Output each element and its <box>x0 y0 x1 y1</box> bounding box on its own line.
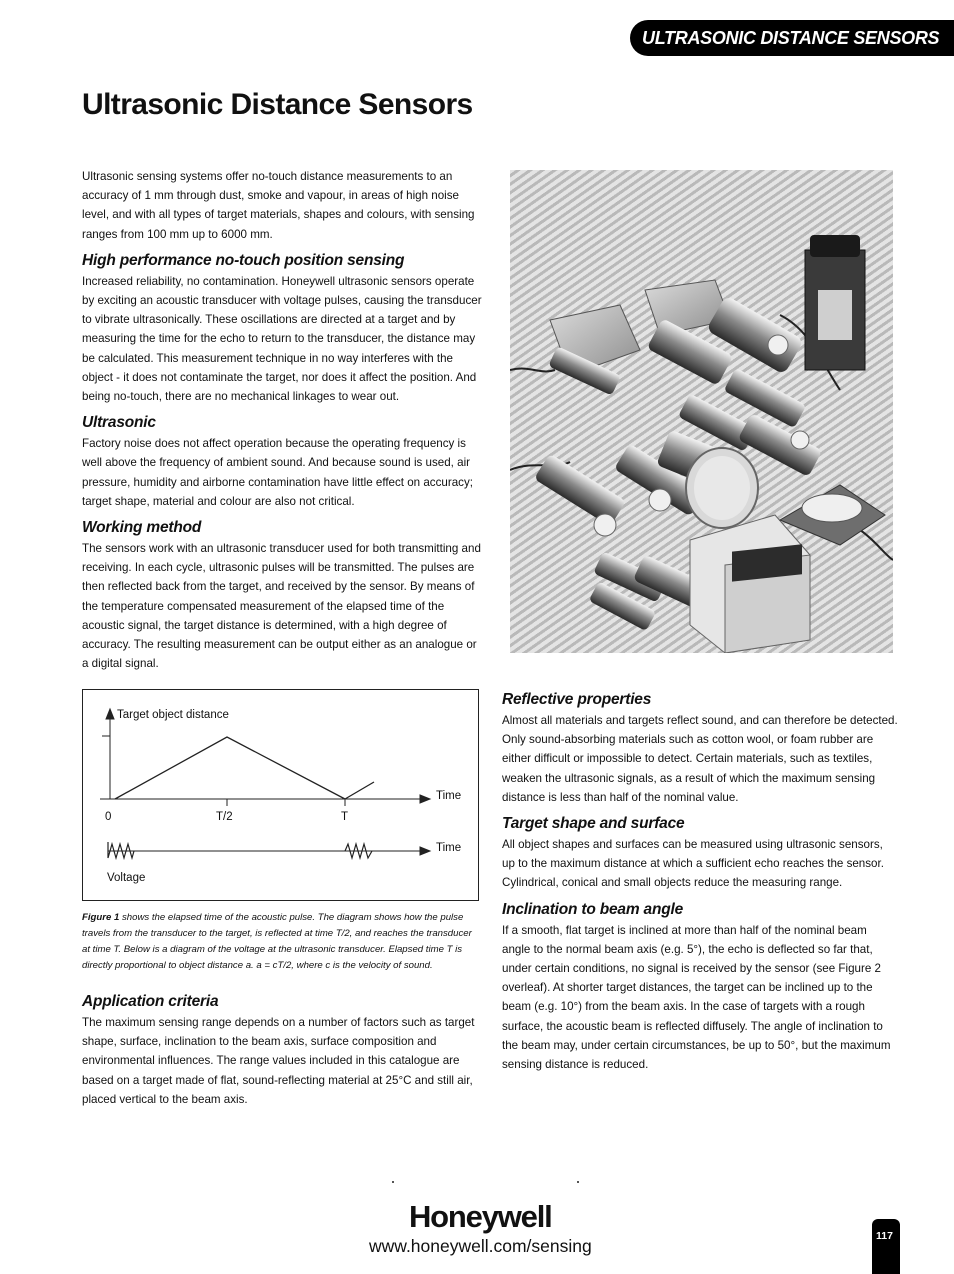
section-heading: Inclination to beam angle <box>502 900 684 918</box>
section-body: Almost all materials and targets reflect sound, and can therefore be detected. Only sound-absorbing materials such as cotton wool, or foam rubber are either difficult or impossible to detect. Certain materials, such as textiles, weaken the ultrasonic signals, as a result of which the maximum sensing distance is less than half of the nominal value. <box>502 714 898 804</box>
section-banner-label: ULTRASONIC DISTANCE SENSORS <box>642 28 940 48</box>
section-heading: Ultrasonic <box>82 414 156 432</box>
voltage-axis-arrow <box>420 847 430 855</box>
label-time-top: Time <box>436 790 462 802</box>
section-body: The maximum sensing range depends on a number of factors such as target shape, surface, inclination to the beam axis, surface composition and environmental influences. The range values included in this catalogue are based on a target made of flat, sound-reflecting material at 25°C and still air, placed vertical to the beam axis. <box>82 1016 475 1106</box>
honeywell-logo: Honeywell <box>409 1199 552 1234</box>
section-banner <box>630 20 954 56</box>
tick-label-t: T <box>341 811 349 823</box>
tick-label-half: T/2 <box>216 811 233 823</box>
x-axis-arrow <box>420 795 430 803</box>
section-ultrasonic <box>82 412 482 511</box>
section-body: Factory noise does not affect operation because the operating frequency is well above the frequency of ambient sound. And because sound is used, air pressure, humidity and airborne contamination have little effect on accuracy; target shape, material and colour are also not critical. <box>82 437 473 508</box>
section-body: Increased reliability, no contamination. Honeywell ultrasonic sensors operate by exciting an acoustic transducer with voltage pulses, causing the transducer to vibrate ultrasonically. These oscillations are directed at a target and by measuring the time for the echo to return to the transducer, the distance may be calculated. This measurement technique in no way interferes with the object - it does not contaminate the target, nor does it affect the position. And being no-touch, there are no mechanical linkages to wear out. <box>82 274 482 404</box>
section-application-criteria <box>82 991 482 1109</box>
voltage-pulse-1 <box>108 842 134 858</box>
label-target-distance: Target object distance <box>117 709 229 721</box>
figure-1-caption <box>82 910 482 974</box>
right-column <box>502 689 898 1074</box>
section-high-performance <box>82 250 482 406</box>
page-number-tab <box>872 1219 900 1274</box>
section-heading: Target shape and surface <box>502 815 685 833</box>
page-title: Ultrasonic Distance Sensors <box>82 88 473 121</box>
intro-paragraph: Ultrasonic sensing systems offer no-touch distance measurements to an accuracy of 1 mm through dust, smoke and vapour, in areas of high noise level, and with all types of target materials, shapes and colours, with sensing ranges from 100 mm up to 6000 mm. <box>82 170 475 241</box>
section-body: All object shapes and surfaces can be measured using ultrasonic sensors, up to the maximum distance at which a sufficient echo reaches the sensor. Cylindrical, conical and small objects reduce the measuring range. <box>502 838 884 890</box>
footer-mark-right <box>577 1181 579 1183</box>
section-body: If a smooth, flat target is inclined at more than half of the nominal beam angle to the normal beam axis (e.g. 5°), the echo is deflected so far that, under certain conditions, no signal is received by the sensor (see Figure 2 overleaf). At shorter target distances, the target can be inclined up to the beam (e.g. 10°) from the beam axis. In the case of targets with a rough surface, the acoustic beam is reflected diffusely. The angle of inclination to the beam may, under certain circumstances, be up to 50°, but the maximum sensing distance is reduced. <box>502 923 891 1072</box>
section-reflective-properties <box>502 689 898 807</box>
tick-label-zero: 0 <box>105 811 112 823</box>
section-heading: Application criteria <box>82 993 219 1010</box>
distance-curve <box>115 737 345 799</box>
distance-curve-next <box>345 782 374 799</box>
caption-text: shows the elapsed time of the acoustic pulse. The diagram shows how the pulse travels from the transducer to the target, is reflected at time T/2, and reaches the transducer at time T. Below is a diagram of the voltage at the ultrasonic transducer. Elapsed time T is directly proportional to object distance a. a = cT/2, where c is the velocity of sound. <box>82 912 472 971</box>
product-photo-illustration <box>510 170 893 653</box>
product-photo <box>510 170 893 653</box>
section-heading: Reflective properties <box>502 691 652 708</box>
figure-1-diagram <box>82 689 479 901</box>
label-voltage: Voltage <box>107 872 146 884</box>
section-target-shape <box>502 813 898 893</box>
page-number: 117 <box>876 1230 893 1242</box>
left-column <box>82 167 482 673</box>
y-axis-arrow <box>106 709 114 719</box>
label-time-bottom: Time <box>436 842 462 854</box>
footer-mark-left <box>392 1181 394 1183</box>
section-working-method <box>82 517 482 673</box>
section-heading: High performance no-touch position sensing <box>82 251 405 269</box>
section-body: The sensors work with an ultrasonic transducer used for both transmitting and receiving. In each cycle, ultrasonic pulses will be transmitted. The pulses are then reflected back from the target, and received by the sensor. By means of the temperature compensated measurement of the elapsed time of the acoustic signal, the target distance is determined, with a high degree of accuracy. The resulting measurement can be output either as an analogue or a digital signal. <box>82 542 481 671</box>
caption-lead: Figure 1 <box>82 912 120 923</box>
footer-url[interactable]: www.honeywell.com/sensing <box>369 1236 592 1256</box>
section-heading: Working method <box>82 519 202 537</box>
section-inclination <box>502 899 898 1075</box>
